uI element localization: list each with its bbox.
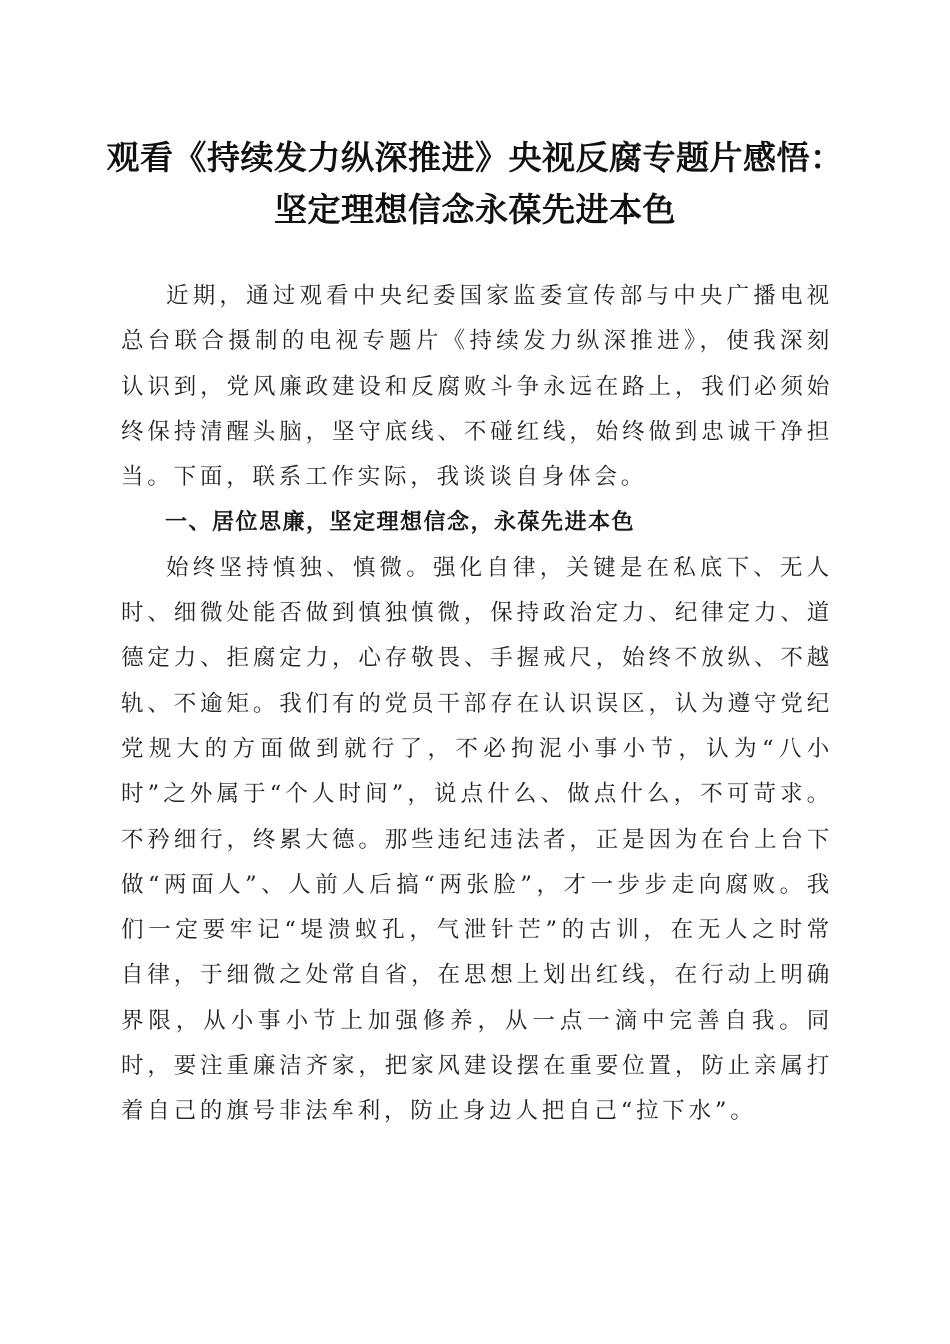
section-heading: 一、居位思廉，坚定理想信念，永葆先进本色	[165, 510, 636, 536]
intro-paragraph: 近期，通过观看中央纪委国家监委宣传部与中央广播电视总台联合摄制的电视专题片《持续发力纵深推进》，使我深刻认识到，党风廉政建设和反腐败斗争永远在路上，我们必须始终保持清醒头脑，坚守底线、不碰红线，始终做到忠诚干净担当。下面，联系工作实际，我谈谈自身体会。	[121, 283, 833, 491]
document-body	[121, 274, 833, 1135]
section-paragraph: 始终坚持慎独、慎微。强化自律，关键是在私底下、无人时、细微处能否做到慎独慎微，保持政治定力、纪律定力、道德定力、拒腐定力，心存敬畏、手握戒尺，始终不放纵、不越轨、不逾矩。我们有的党员干部存在认识误区，认为遵守党纪党规大的方面做到就行了，不必拘泥小事小节，认为“八小时”之外属于“个人时间”，说点什么、做点什么，不可苛求。不矜细行，终累大德。那些违纪违法者，正是因为在台上台下做“两面人”、人前人后搞“两张脸”，才一步步走向腐败。我们一定要牢记“堤溃蚁孔，气泄针芒”的古训，在无人之时常自律，于细微之处常自省，在思想上划出红线，在行动上明确界限，从小事小节上加强修养，从一点一滴中完善自我。同时，要注重廉洁齐家，把家风建设摆在重要位置，防止亲属打着自己的旗号非法牟利，防止身边人把自己“拉下水”。	[121, 554, 833, 1125]
document-title: 观看《持续发力纵深推进》央视反腐专题片感悟：坚定理想信念永葆先进本色	[106, 138, 844, 229]
